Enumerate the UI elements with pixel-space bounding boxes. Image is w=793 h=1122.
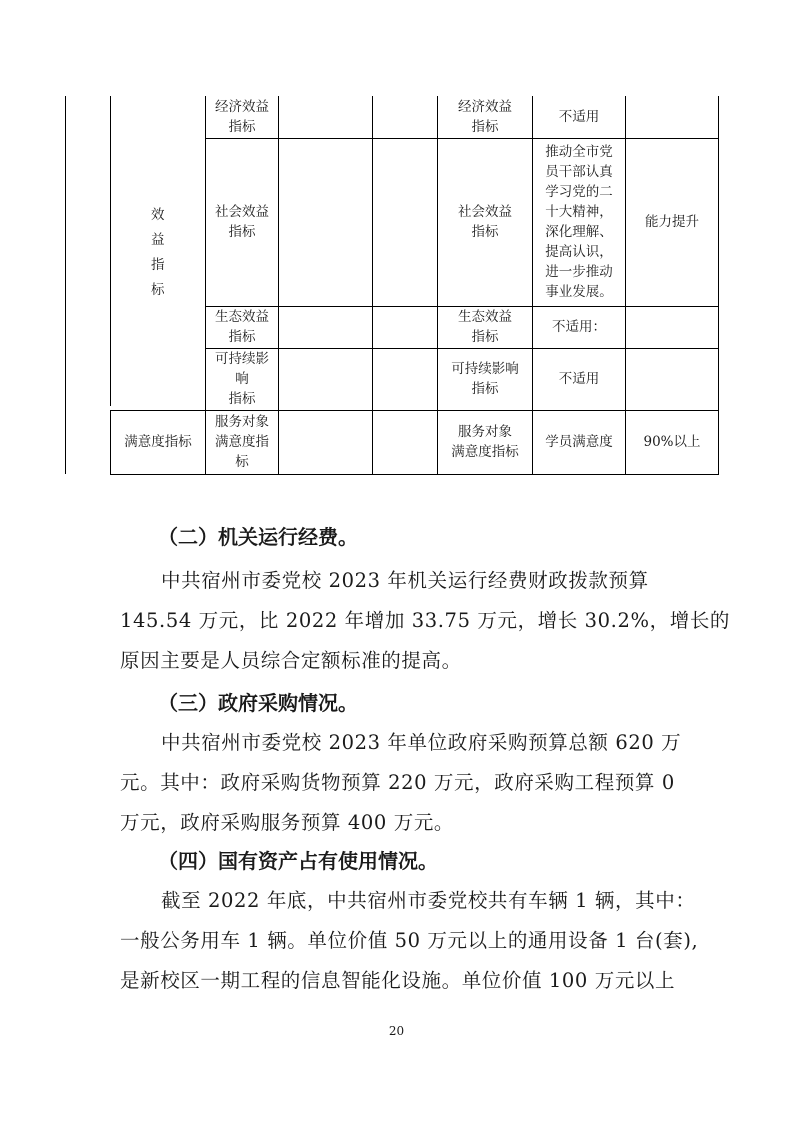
indicator-name-cell: 服务对象 满意度指标: [438, 410, 533, 474]
group-char: 益: [151, 231, 165, 248]
indicator-value-cell: 不适用：: [533, 306, 626, 348]
empty-cell: [279, 306, 373, 348]
section-heading: （三）政府采购情况。: [158, 691, 358, 715]
indicator-name-cell: 社会效益 指标: [438, 138, 533, 306]
paragraph-line: 元。其中：政府采购货物预算 220 万元，政府采购工程预算 0: [120, 771, 675, 794]
empty-cell: [373, 348, 438, 410]
satisfaction-group-cell: 满意度指标: [111, 410, 206, 474]
group-char: 标: [151, 281, 165, 298]
empty-cell: [279, 138, 373, 306]
section-heading: （二）机关运行经费。: [158, 525, 358, 549]
paragraph-line: 145.54 万元，比 2022 年增加 33.75 万元，增长 30.2%，增长的: [120, 609, 731, 632]
page-number: 20: [388, 1024, 405, 1038]
benefit-indicator-group-cell: [111, 96, 206, 410]
empty-cell: [279, 410, 373, 474]
performance-table: [110, 96, 719, 475]
empty-cell: [279, 348, 373, 410]
target-cell: [626, 96, 719, 138]
group-char: 效: [151, 206, 165, 223]
table-row: [111, 410, 719, 474]
sub-indicator-cell: 服务对象 满意度指 标: [206, 410, 279, 474]
empty-cell: [279, 96, 373, 138]
target-cell: 90%以上: [626, 410, 719, 474]
paragraph-line: 中共宿州市委党校 2023 年单位政府采购预算总额 620 万: [161, 731, 682, 754]
paragraph-line: 原因主要是人员综合定额标准的提高。: [120, 649, 462, 672]
paragraph-line: 截至 2022 年底，中共宿州市委党校共有车辆 1 辆，其中：: [161, 889, 696, 912]
indicator-value-cell: 不适用: [533, 348, 626, 410]
indicator-value-cell: 学员满意度: [533, 410, 626, 474]
target-cell: 能力提升: [626, 138, 719, 306]
indicator-value-cell: 推动全市党 员干部认真 学习党的二 十大精神， 深化理解、 提高认识， 进一步推动 事业发展。: [533, 138, 626, 306]
paragraph-line: 中共宿州市委党校 2023 年机关运行经费财政拨款预算: [161, 569, 649, 592]
empty-cell: [373, 306, 438, 348]
sub-indicator-cell: 生态效益 指标: [206, 306, 279, 348]
section-heading: （四）国有资产占有使用情况。: [158, 849, 438, 873]
target-cell: [626, 306, 719, 348]
target-cell: [626, 348, 719, 410]
paragraph-line: 一般公务用车 1 辆。单位价值 50 万元以上的通用设备 1 台(套),: [120, 929, 699, 952]
table-row: [111, 96, 719, 138]
table-left-border: [65, 96, 66, 474]
sub-indicator-cell: 经济效益 指标: [206, 96, 279, 138]
sub-indicator-cell: 社会效益 指标: [206, 138, 279, 306]
paragraph-line: 是新校区一期工程的信息智能化设施。单位价值 100 万元以上: [120, 969, 676, 992]
indicator-name-cell: 经济效益 指标: [438, 96, 533, 138]
indicator-value-cell: 不适用: [533, 96, 626, 138]
empty-cell: [373, 96, 438, 138]
paragraph-line: 万元，政府采购服务预算 400 万元。: [120, 811, 455, 834]
indicator-name-cell: 可持续影响 指标: [438, 348, 533, 410]
empty-cell: [373, 138, 438, 306]
indicator-name-cell: 生态效益 指标: [438, 306, 533, 348]
sub-indicator-cell: 可持续影 响 指标: [206, 348, 279, 410]
group-char: 指: [151, 256, 165, 273]
empty-cell: [373, 410, 438, 474]
